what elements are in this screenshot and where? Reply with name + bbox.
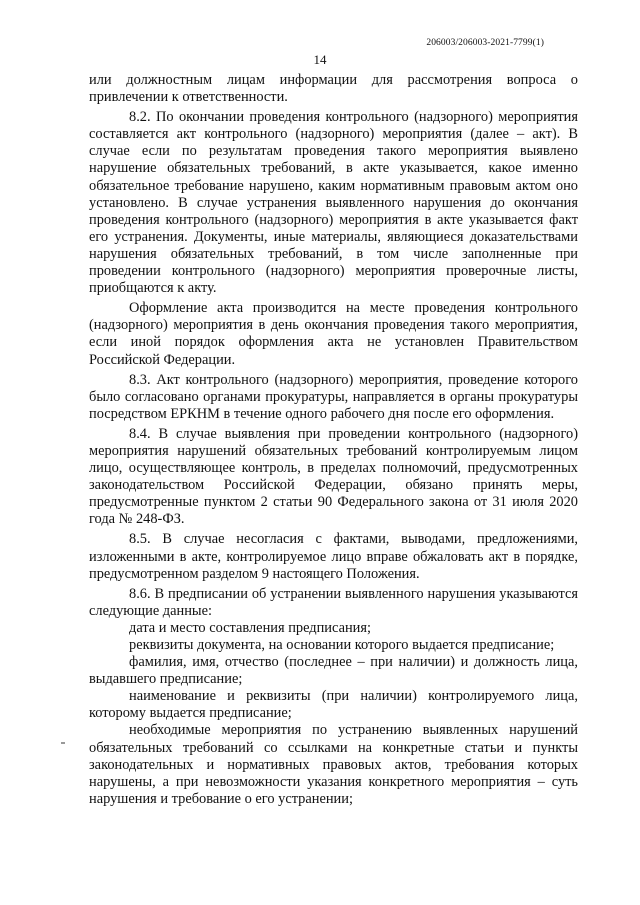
list-item-document-details: реквизиты документа, на основании которого выдается предписание; [129,637,555,653]
paragraph-8-5: 8.5. В случае несогласия с фактами, выводами, предложениями, изложенными в акте, контролируемое лицо вправе обжаловать акт в порядке, предусмотренном разделом 9 настоящего Положения. [89,531,578,582]
list-item-measures: необходимые мероприятия по устранению выявленных нарушений обязательных требований со ссылками на конкретные статьи и пункты законодательных и нормативных правовых актов, требования которых нарушены, а при невозможности указания конкретного мероприятия – суть нарушения и требование о его устранении; [89,722,578,807]
paragraph-act-registration: Оформление акта производится на месте проведения контрольного (надзорного) мероприятия в день окончания проведения такого мероприятия, если иной порядок оформления акта не установлен Правительством Российской Федерации. [89,300,578,368]
document-registration-number: 206003/206003-2021-7799(1) [426,38,544,48]
list-item-controlled-person: наименование и реквизиты (при наличии) контролируемого лица, которому выдается предписание; [89,688,578,722]
paragraph-continuation: или должностным лицам информации для рассмотрения вопроса о привлечении к ответственности. [89,72,578,106]
page-number: 14 [313,52,327,67]
paragraph-8-4: 8.4. В случае выявления при проведении контрольного (надзорного) мероприятия нарушений обязательных требований контролируемым лицом лицо, осуществляющее контроль, в пределах полномочий, предусмотренных законодательством Российской Федерации, обязано принять меры, предусмотренные пунктом 2 статьи 90 Федерального закона от 31 июля 2020 года № 248-ФЗ. [89,425,578,528]
margin-mark [61,742,65,744]
document-body [89,72,578,808]
list-item-date-place: дата и место составления предписания; [129,619,371,636]
paragraph-8-6: 8.6. В предписании об устранении выявленного нарушения указываются следующие данные: [89,585,578,619]
list-item-issuer: фамилия, имя, отчество (последнее – при наличии) и должность лица, выдавшего предписание; [89,654,578,688]
paragraph-8-2: 8.2. По окончании проведения контрольного (надзорного) мероприятия составляется акт контрольного (надзорного) мероприятия (далее – акт). В случае если по результатам проведения такого мероприятия выявлено нарушение обязательных требований, в акте указывается, какое именно обязательное требование нарушено, каким нормативным правовым актом оно установлено. В случае устранения выявленного нарушения до окончания проведения контрольного (надзорного) мероприятия в акте указывается факт его устранения. Документы, иные материалы, являющиеся доказательствами нарушения обязательных требований, в том числе заполненные при проведении контрольного (надзорного) мероприятия проверочные листы, приобщаются к акту. [89,109,578,297]
paragraph-8-3: 8.3. Акт контрольного (надзорного) мероприятия, проведение которого было согласовано органами прокуратуры, направляется в органы прокуратуры посредством ЕРКНМ в течение одного рабочего дня после его оформления. [89,371,578,422]
